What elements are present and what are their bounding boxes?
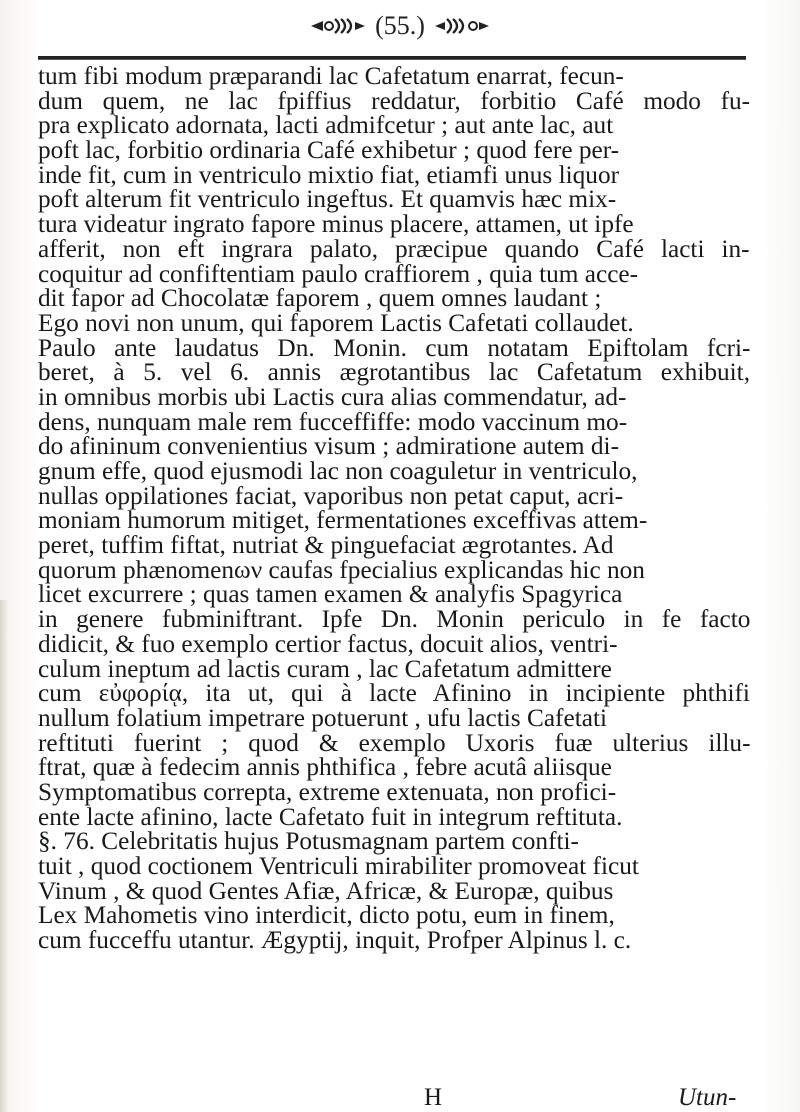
header-rule — [38, 56, 746, 60]
text-line: dens, nunquam male rem fucceffiffe: modo vaccinum mo- — [38, 407, 628, 436]
text-line: do afininum convenientius visum ; admiratione autem di- — [38, 432, 620, 461]
text-line: inde fit, cum in ventriculo mixtio fiat, etiamfi unus liquor — [38, 160, 620, 189]
text-line: tum fibi modum præparandi lac Cafetatum enarrat, fecun- — [38, 62, 624, 90]
text-line: nullum folatium impetrare potuerunt , ufu lactis Cafetati — [38, 703, 608, 732]
right-ornament-icon — [431, 13, 491, 39]
text-line: cum εὐφορίᾳ, ita ut, qui à lacte Afinino in incipiente phthifi — [38, 679, 750, 708]
text-line: in genere fubminiftrant. Ipfe Dn. Monin periculo in fe facto — [38, 605, 751, 634]
text-line: ente lacte afinino, lacte Cafetato fuit in integrum reftituta. — [38, 802, 623, 831]
text-line: afferit, non eft ingrara palato, præcipue quando Café lacti in- — [38, 234, 750, 263]
text-line: tuit , quod coctionem Ventriculi mirabiliter promoveat ficut — [38, 852, 639, 880]
text-line: licet excurrere ; quas tamen examen & analyfis Spagyrica — [38, 580, 623, 609]
text-line: beret, à 5. vel 6. annis ægrotantibus lac Cafetatum exhibuit, — [38, 358, 751, 387]
text-line: tura videatur ingrato fapore minus placere, attamen, ut ipfe — [38, 210, 634, 239]
text-line: cum fucceffu utantur. Ægyptij, inquit, Profper Alpinus l. c. — [38, 926, 632, 955]
text-line: pra explicato adornata, lacti admifcetur ; aut ante lac, aut — [38, 111, 614, 140]
text-line: Vinum , & quod Gentes Afiæ, Africæ, & Europæ, quibus — [38, 876, 614, 905]
text-line: ftrat, quæ à fedecim annis phthifica , febre acutâ aliisque — [38, 753, 612, 782]
left-ornament-icon — [309, 13, 369, 39]
text-line: didicit, & fuo exemplo certior factus, docuit alios, ventri- — [38, 629, 618, 658]
page-number: (55.) — [375, 11, 425, 40]
text-line: Paulo ante laudatus Dn. Monin. cum notatam Epiftolam fcri- — [38, 333, 751, 362]
text-line: dum quem, ne lac fpiffius reddatur, forbitio Café modo fu- — [38, 86, 751, 115]
text-line: gnum effe, quod ejusmodi lac non coaguletur in ventriculo, — [38, 457, 638, 485]
body-text — [38, 64, 750, 953]
catchword: Utun- — [678, 1084, 737, 1111]
text-line: Symptomatibus correpta, extreme extenuata, non profici- — [38, 777, 617, 806]
binding-shadow — [0, 600, 8, 1112]
text-line: Ego novi non unum, qui faporem Lactis Cafetati collaudet. — [38, 308, 634, 337]
text-line: §. 76. Celebritatis hujus Potusmagnam partem confti- — [38, 827, 579, 856]
text-line: Lex Mahometis vino interdicit, dicto potu, eum in finem, — [38, 901, 615, 930]
text-line: peret, tuffim fiftat, nutriat & pinguefaciat ægrotantes. Ad — [38, 531, 614, 560]
text-line: poft alterum fit ventriculo ingeftus. Et quamvis hæc mix- — [38, 185, 617, 214]
text-line: reftituti fuerint ; quod & exemplo Uxoris fuæ ulterius illu- — [38, 728, 751, 757]
text-line: poft lac, forbitio ordinaria Café exhibetur ; quod fere per- — [38, 136, 620, 165]
text-line: dit fapor ad Chocolatæ faporem , quem omnes laudant ; — [38, 284, 602, 313]
text-line: quorum phænomenων caufas fpecialius explicandas hic non — [38, 555, 645, 584]
text-line: in omnibus morbis ubi Lactis cura alias commendatur, ad- — [38, 382, 627, 411]
page-footer — [0, 1086, 800, 1112]
text-line: coquitur ad confiftentiam paulo craffiorem , quia tum acce- — [38, 259, 639, 288]
text-line: culum ineptum ad lactis curam , lac Cafetatum admittere — [38, 654, 612, 683]
page-header — [0, 4, 800, 48]
signature-mark: H — [424, 1084, 443, 1111]
text-line: nullas oppilationes faciat, vaporibus non petat caput, acri- — [38, 481, 624, 510]
text-line: moniam humorum mitiget, fermentationes exceffivas attem- — [38, 506, 648, 535]
